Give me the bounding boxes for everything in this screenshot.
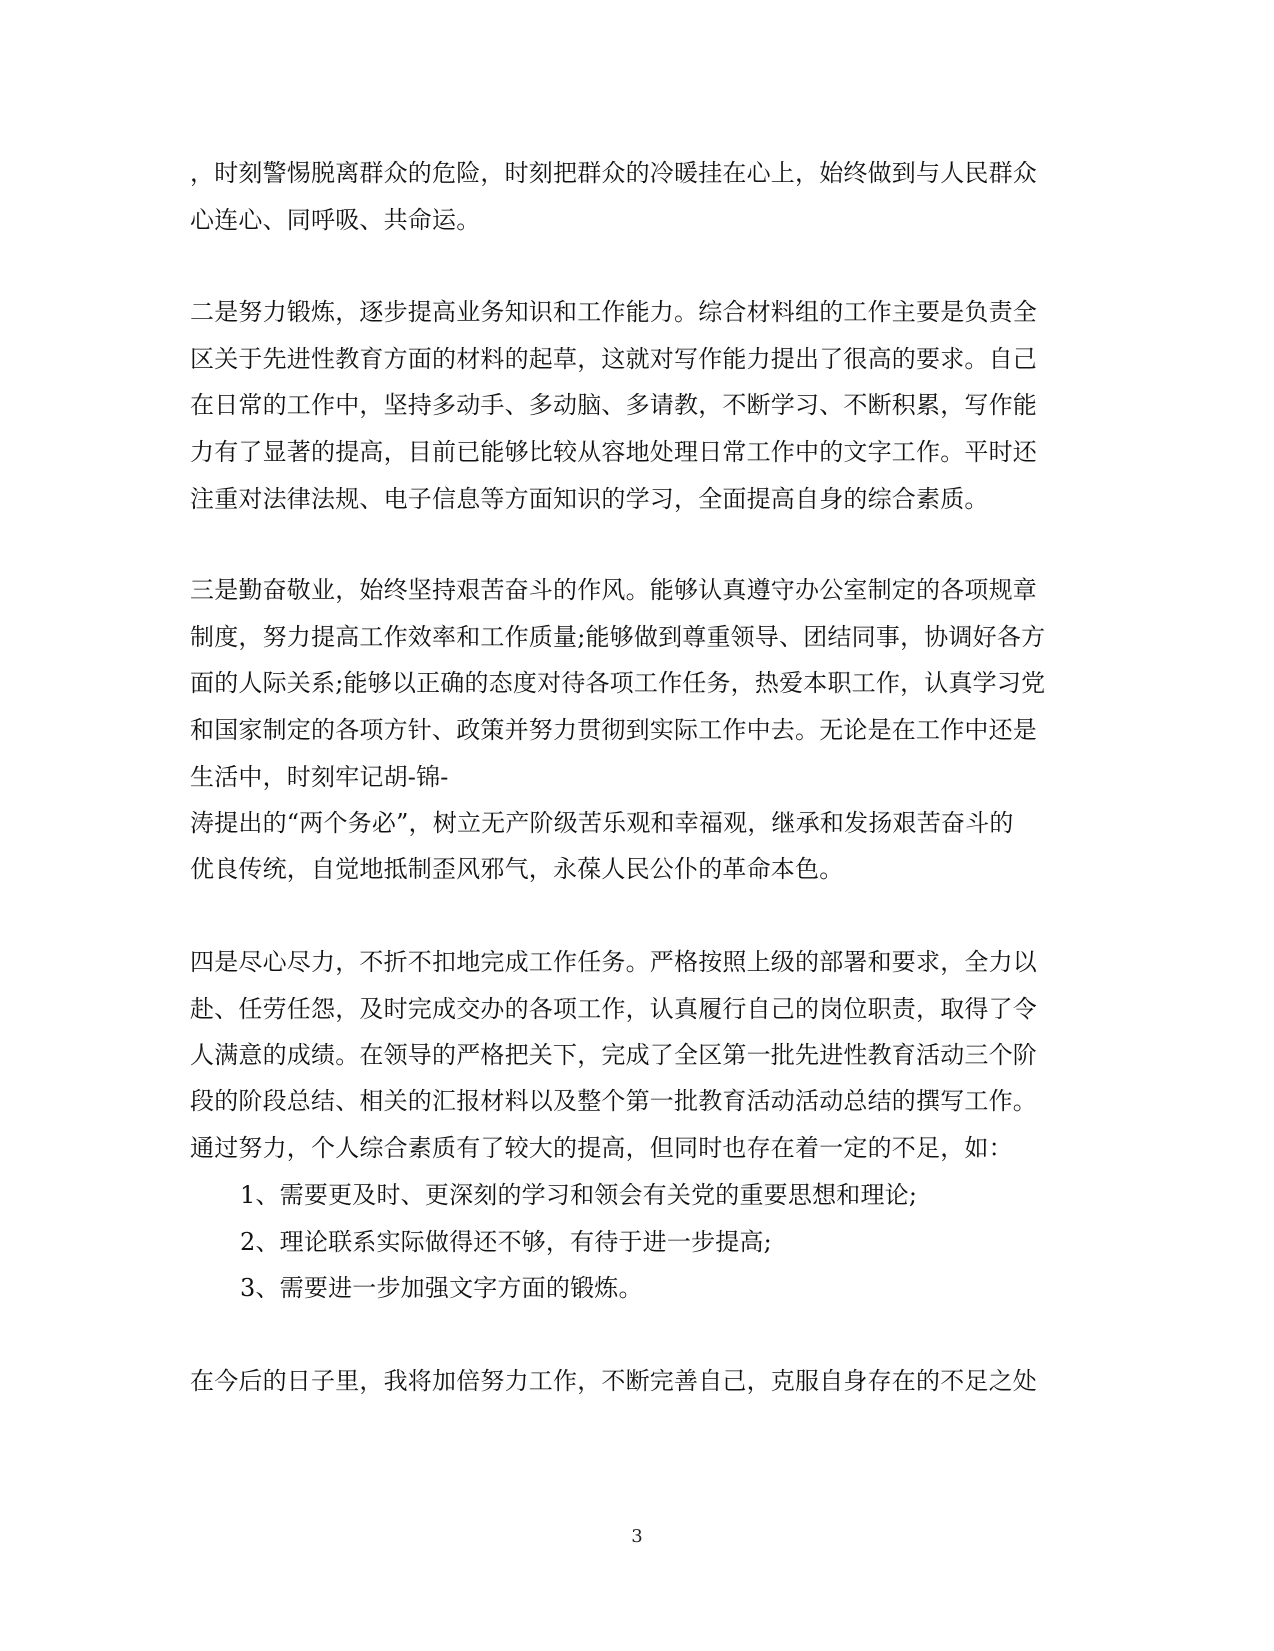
paragraph-2-line-4: 力有了显著的提高，目前已能够比较从容地处理日常工作中的文字工作。平时还 xyxy=(190,438,1037,466)
paragraph-2-line-5: 注重对法律法规、电子信息等方面知识的学习，全面提高自身的综合素质。 xyxy=(190,485,989,513)
paragraph-4-line-3: 人满意的成绩。在领导的严格把关下，完成了全区第一批先进性教育活动三个阶 xyxy=(190,1041,1037,1069)
paragraph-1-line-1: ，时刻警惕脱离群众的危险，时刻把群众的冷暖挂在心上，始终做到与人民群众 xyxy=(190,159,1037,187)
paragraph-2-line-1: 二是努力锻炼，逐步提高业务知识和工作能力。综合材料组的工作主要是负责全 xyxy=(190,298,1037,326)
paragraph-3-line-4: 和国家制定的各项方针、政策并努力贯彻到实际工作中去。无论是在工作中还是 xyxy=(190,716,1037,744)
paragraph-3-line-7: 优良传统，自觉地抵制歪风邪气，永葆人民公仆的革命本色。 xyxy=(190,855,844,883)
list-item-1: 1、需要更及时、更深刻的学习和领会有关党的重要思想和理论; xyxy=(240,1181,918,1209)
paragraph-1-line-2: 心连心、同呼吸、共命运。 xyxy=(190,206,481,234)
paragraph-2-line-3: 在日常的工作中，坚持多动手、多动脑、多请教，不断学习、不断积累，写作能 xyxy=(190,391,1037,419)
page-number: 3 xyxy=(631,1526,643,1547)
list-item-3: 3、需要进一步加强文字方面的锻炼。 xyxy=(240,1274,643,1302)
paragraph-3-line-1: 三是勤奋敬业，始终坚持艰苦奋斗的作风。能够认真遵守办公室制定的各项规章 xyxy=(190,576,1037,604)
paragraph-4-line-4: 段的阶段总结、相关的汇报材料以及整个第一批教育活动活动总结的撰写工作。 xyxy=(190,1087,1037,1115)
paragraph-3-line-3: 面的人际关系;能够以正确的态度对待各项工作任务，热爱本职工作，认真学习党 xyxy=(190,669,1046,697)
paragraph-2-line-2: 区关于先进性教育方面的材料的起草，这就对写作能力提出了很高的要求。自己 xyxy=(190,345,1037,373)
final-paragraph-line: 在今后的日子里，我将加倍努力工作，不断完善自己，克服自身存在的不足之处 xyxy=(190,1367,1037,1395)
paragraph-3-line-6: 涛提出的“两个务必”，树立无产阶级苦乐观和幸福观，继承和发扬艰苦奋斗的 xyxy=(190,809,1014,837)
paragraph-3-line-2: 制度，努力提高工作效率和工作质量;能够做到尊重领导、团结同事，协调好各方 xyxy=(190,623,1046,651)
list-item-2: 2、理论联系实际做得还不够，有待于进一步提高; xyxy=(240,1228,772,1256)
paragraph-4-line-5: 通过努力，个人综合素质有了较大的提高，但同时也存在着一定的不足，如： xyxy=(190,1134,1013,1162)
paragraph-4-line-2: 赴、任劳任怨，及时完成交办的各项工作，认真履行自己的岗位职责，取得了令 xyxy=(190,995,1037,1023)
paragraph-4-line-1: 四是尽心尽力，不折不扣地完成工作任务。严格按照上级的部署和要求，全力以 xyxy=(190,948,1037,976)
paragraph-3-line-5: 生活中，时刻牢记胡-锦- xyxy=(190,763,449,791)
